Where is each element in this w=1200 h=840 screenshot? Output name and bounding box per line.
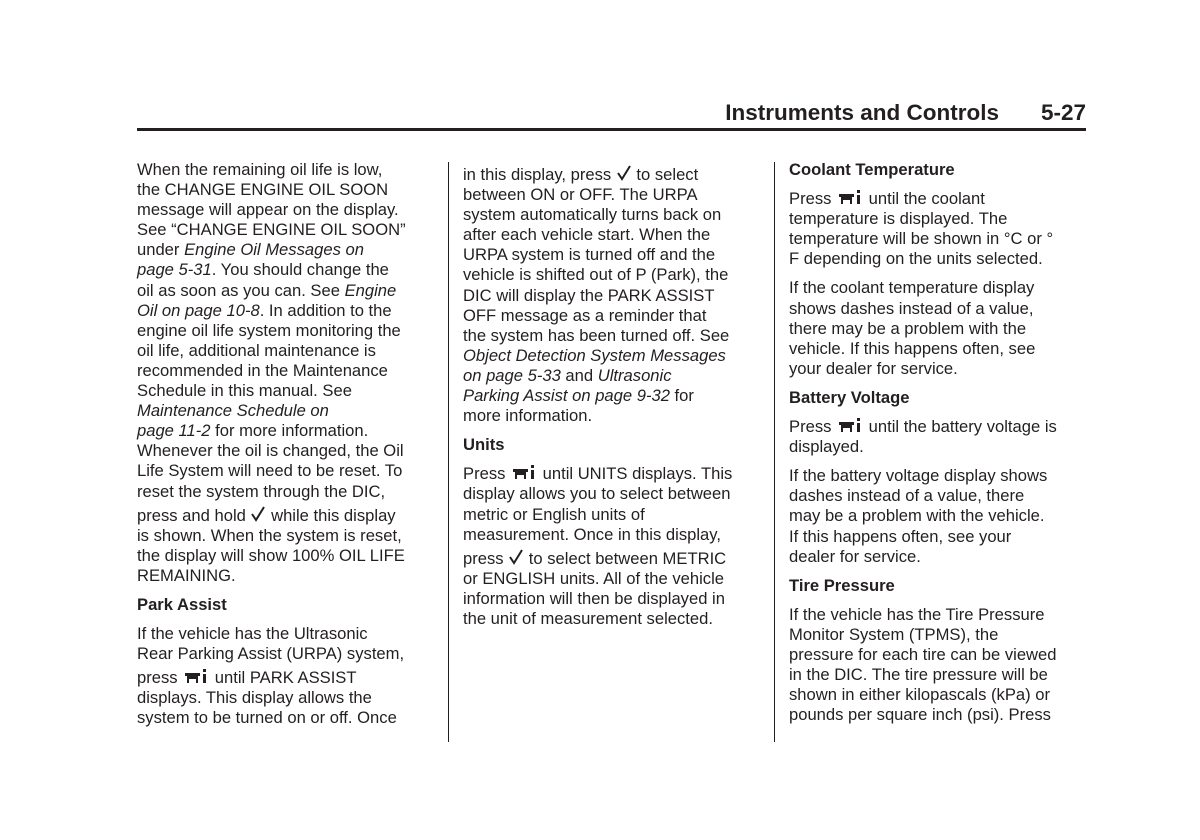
text: . You should change the bbox=[211, 260, 389, 280]
cross-reference[interactable]: Oil on page 10-8 bbox=[137, 300, 260, 320]
checkmark-icon bbox=[509, 549, 523, 565]
text: in this display, press bbox=[463, 165, 616, 184]
cross-reference[interactable]: Engine Oil Messages on bbox=[184, 240, 364, 260]
text-line: recommended in the Maintenance bbox=[137, 360, 388, 380]
page-number: 5-27 bbox=[1040, 100, 1086, 125]
cross-reference[interactable]: page 5-31 bbox=[137, 260, 212, 280]
text-line: the system has been turned off. See bbox=[463, 325, 730, 345]
paragraph-tire-pressure bbox=[789, 605, 1089, 726]
text-line: there may be a problem with the bbox=[789, 318, 1027, 338]
text-line bbox=[463, 366, 763, 386]
text-line: dashes instead of a value, there bbox=[789, 486, 1025, 506]
text-line: the CHANGE ENGINE OIL SOON bbox=[137, 180, 389, 200]
text: press bbox=[463, 548, 509, 568]
text-line bbox=[137, 260, 437, 280]
text-line: Monitor System (TPMS), the bbox=[789, 624, 999, 644]
page-header bbox=[137, 100, 1086, 130]
text: press bbox=[137, 668, 183, 688]
text: Press bbox=[463, 464, 511, 484]
text-line bbox=[463, 549, 763, 569]
text-line: vehicle. If this happens often, see bbox=[789, 338, 1036, 358]
heading-coolant-temperature: Coolant Temperature bbox=[789, 160, 955, 179]
cross-reference[interactable]: Engine bbox=[344, 280, 397, 300]
text: under bbox=[137, 240, 185, 260]
text-line bbox=[137, 281, 437, 301]
heading-park-assist: Park Assist bbox=[137, 594, 227, 614]
text: until the coolant bbox=[864, 189, 985, 209]
text: press and hold bbox=[137, 505, 251, 525]
text-line bbox=[137, 240, 437, 260]
text: to select bbox=[631, 165, 699, 184]
paragraph-units bbox=[463, 464, 763, 629]
heading-tire-pressure: Tire Pressure bbox=[789, 575, 895, 595]
text-line: See “CHANGE ENGINE OIL SOON” bbox=[137, 220, 406, 240]
text-line bbox=[137, 668, 437, 688]
text-line: system automatically turns back on bbox=[463, 205, 722, 225]
column-divider bbox=[448, 162, 449, 742]
heading-units: Units bbox=[463, 435, 505, 455]
text-line: more information. bbox=[463, 406, 593, 426]
checkmark-icon bbox=[617, 165, 631, 181]
text-line: metric or English units of bbox=[463, 504, 645, 524]
text-line: measurement. Once in this display, bbox=[463, 524, 721, 544]
cross-reference[interactable]: Maintenance Schedule on bbox=[137, 401, 329, 421]
paragraph-coolant-1 bbox=[789, 189, 1089, 269]
text-line: information will then be displayed in bbox=[463, 588, 725, 608]
text-line: engine oil life system monitoring the bbox=[137, 320, 401, 340]
cross-reference[interactable]: page 11-2 bbox=[137, 421, 211, 441]
text-line: If this happens often, see your bbox=[789, 526, 1012, 546]
text-line: oil life, additional maintenance is bbox=[137, 340, 376, 360]
text: Press bbox=[789, 417, 837, 437]
text-line: or ENGLISH units. All of the vehicle bbox=[463, 568, 725, 588]
text-line: displays. This display allows the bbox=[137, 688, 372, 708]
heading-battery-voltage: Battery Voltage bbox=[789, 387, 910, 407]
text-line: may be a problem with the vehicle. bbox=[789, 506, 1045, 526]
paragraph-coolant-2 bbox=[789, 278, 1089, 378]
text-line: between ON or OFF. The URPA bbox=[463, 185, 698, 205]
text-line: dealer for service. bbox=[789, 546, 921, 566]
text-line: temperature will be shown in °C or ° bbox=[789, 229, 1054, 249]
text-line bbox=[463, 386, 763, 406]
text-line: DIC will display the PARK ASSIST bbox=[463, 285, 715, 305]
text: . In addition to the bbox=[259, 300, 392, 320]
text: and bbox=[560, 365, 598, 385]
cross-reference[interactable]: Ultrasonic bbox=[597, 365, 672, 385]
text-line bbox=[463, 346, 763, 366]
text-line: message will appear on the display. bbox=[137, 200, 399, 220]
text: until the battery voltage is bbox=[864, 417, 1057, 437]
text-line: If the vehicle has the Tire Pressure bbox=[789, 604, 1045, 624]
paragraph-battery-2 bbox=[789, 466, 1089, 566]
text-line: pressure for each tire can be viewed bbox=[789, 644, 1057, 664]
text: oil as soon as you can. See bbox=[137, 280, 345, 300]
cross-reference[interactable]: on page 5-33 bbox=[463, 365, 561, 385]
checkmark-icon bbox=[251, 506, 265, 522]
text-line: in the DIC. The tire pressure will be bbox=[789, 665, 1048, 685]
text-line: F depending on the units selected. bbox=[789, 249, 1043, 269]
paragraph-park-assist bbox=[137, 624, 437, 728]
text-line: vehicle is shifted out of P (Park), the bbox=[463, 265, 729, 285]
section-title: Instruments and Controls bbox=[725, 100, 999, 125]
text-line: after each vehicle start. When the bbox=[463, 225, 711, 245]
text-line: your dealer for service. bbox=[789, 358, 958, 378]
vehicle-info-icon bbox=[183, 668, 209, 684]
column-divider bbox=[774, 162, 775, 742]
text-line: is shown. When the system is reset, bbox=[137, 525, 402, 545]
vehicle-info-icon bbox=[837, 189, 863, 205]
text-line bbox=[137, 506, 437, 526]
text-line: system to be turned on or off. Once bbox=[137, 708, 397, 728]
text-line: the display will show 100% OIL LIFE bbox=[137, 545, 405, 565]
text: for bbox=[669, 386, 694, 406]
text: while this display bbox=[266, 505, 396, 525]
text-line: shows dashes instead of a value, bbox=[789, 298, 1034, 318]
text: until PARK ASSIST bbox=[210, 668, 357, 688]
paragraph-park-assist-cont bbox=[463, 165, 763, 426]
text-line: shown in either kilopascals (kPa) or bbox=[789, 685, 1051, 705]
paragraph-oil-life bbox=[137, 160, 437, 586]
text-line: temperature is displayed. The bbox=[789, 209, 1008, 229]
text-line: If the coolant temperature display bbox=[789, 278, 1035, 298]
text-line bbox=[789, 417, 1089, 437]
text-line bbox=[463, 165, 763, 185]
text-line bbox=[789, 189, 1089, 209]
text-line: Schedule in this manual. See bbox=[137, 381, 352, 401]
paragraph-battery-1 bbox=[789, 417, 1089, 457]
cross-reference[interactable]: Object Detection System Messages bbox=[463, 345, 726, 365]
text-line: REMAINING. bbox=[137, 565, 236, 585]
text: Press bbox=[789, 189, 837, 209]
cross-reference[interactable]: Parking Assist on page 9-32 bbox=[463, 386, 670, 406]
text-line: the unit of measurement selected. bbox=[463, 608, 713, 628]
text-line: OFF message as a reminder that bbox=[463, 305, 707, 325]
column-1 bbox=[137, 160, 437, 738]
vehicle-info-icon bbox=[511, 464, 537, 480]
text-line: Rear Parking Assist (URPA) system, bbox=[137, 644, 405, 664]
text-line: pounds per square inch (psi). Press bbox=[789, 705, 1051, 725]
header-rule bbox=[137, 128, 1086, 131]
text-line: When the remaining oil life is low, bbox=[137, 160, 383, 179]
text: until UNITS displays. This bbox=[538, 464, 733, 484]
text-line: Whenever the oil is changed, the Oil bbox=[137, 441, 404, 461]
text-line bbox=[137, 301, 437, 321]
column-3 bbox=[789, 160, 1089, 734]
text-line: URPA system is turned off and the bbox=[463, 245, 716, 265]
text-line: display allows you to select between bbox=[463, 484, 731, 504]
text-line: If the battery voltage display shows bbox=[789, 466, 1048, 486]
column-2 bbox=[463, 165, 763, 638]
text-line: Life System will need to be reset. To bbox=[137, 461, 403, 481]
text: for more information. bbox=[210, 421, 369, 441]
text-line: If the vehicle has the Ultrasonic bbox=[137, 624, 368, 644]
text-line bbox=[137, 401, 437, 421]
text-line bbox=[463, 464, 763, 484]
text: to select between METRIC bbox=[524, 548, 727, 568]
text-line bbox=[137, 421, 437, 441]
text-line: displayed. bbox=[789, 437, 864, 457]
text-line: reset the system through the DIC, bbox=[137, 481, 386, 501]
vehicle-info-icon bbox=[837, 417, 863, 433]
